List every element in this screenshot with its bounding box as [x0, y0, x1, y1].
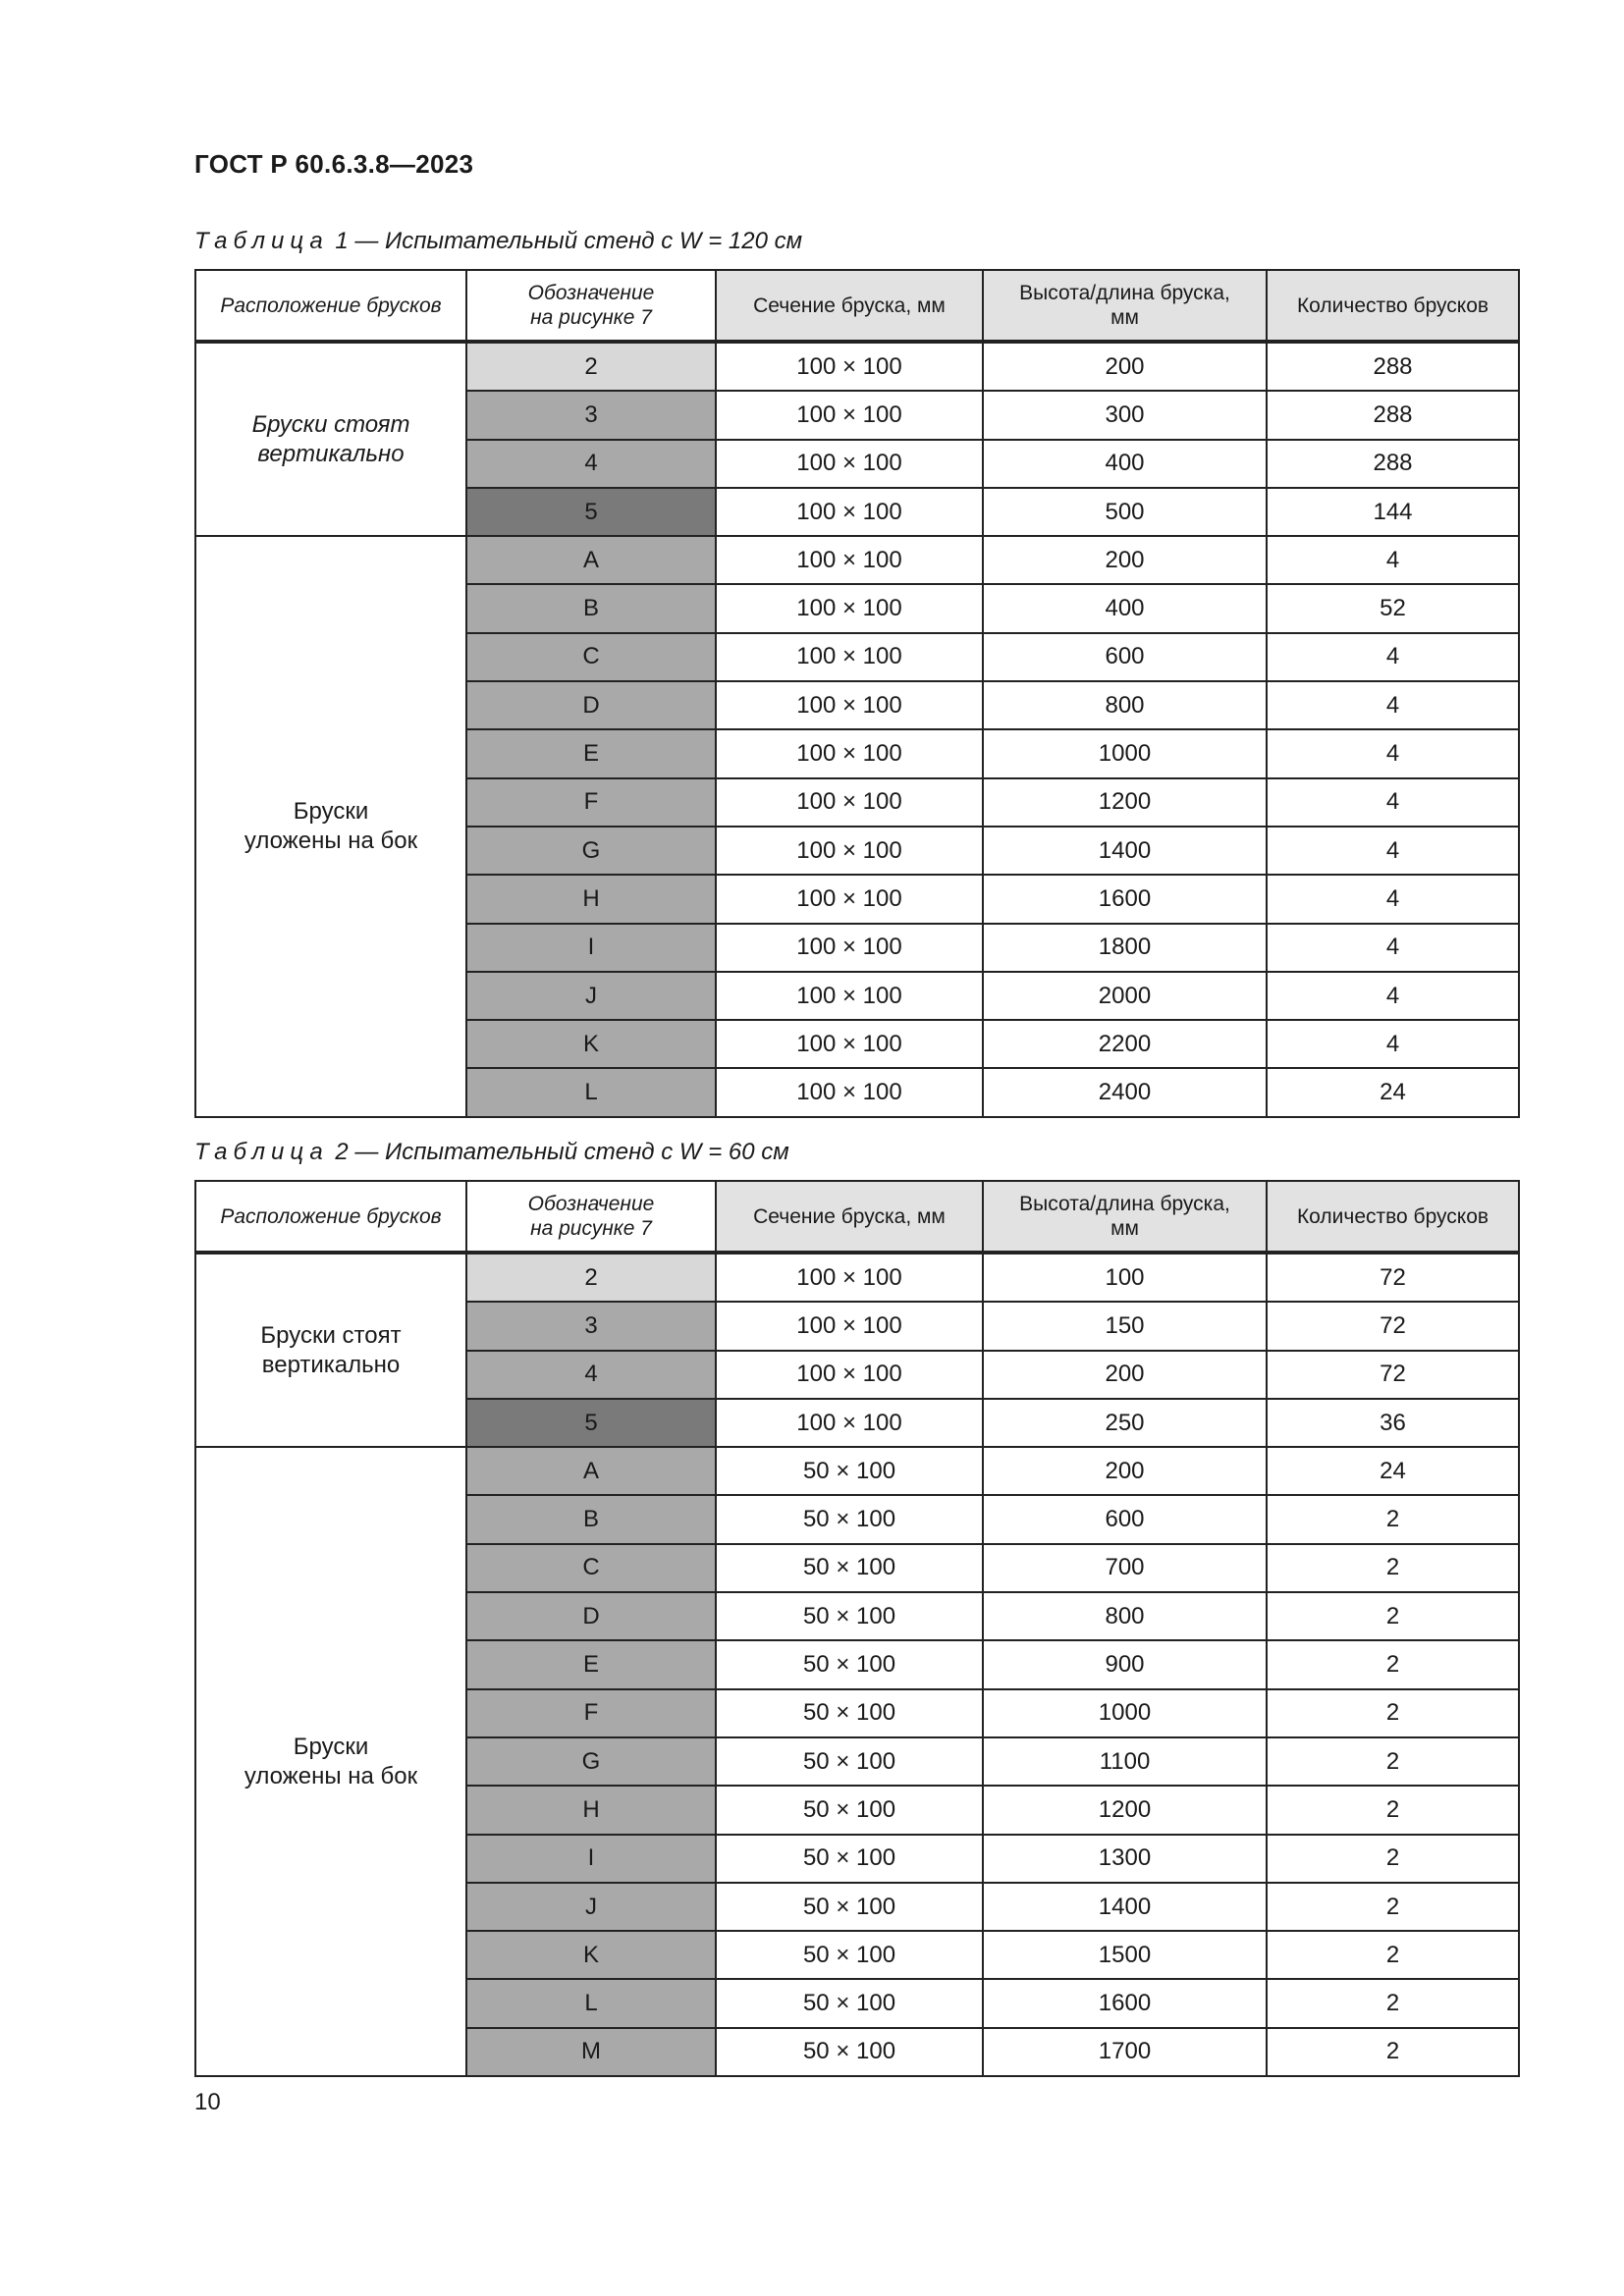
section-cell: 100 × 100 [716, 1399, 983, 1447]
count-cell: 4 [1267, 875, 1519, 923]
mark-cell: J [466, 1883, 716, 1931]
length-cell: 900 [983, 1640, 1267, 1688]
mark-cell: D [466, 681, 716, 729]
count-cell: 4 [1267, 536, 1519, 584]
section-cell: 50 × 100 [716, 1979, 983, 2027]
position-cell: Бруски уложены на бок [195, 1447, 466, 2076]
length-cell: 1200 [983, 778, 1267, 827]
mark-cell: C [466, 1544, 716, 1592]
length-cell: 1600 [983, 875, 1267, 923]
count-cell: 2 [1267, 1544, 1519, 1592]
mark-cell: A [466, 536, 716, 584]
table-1-caption-word: Таблица [194, 228, 329, 254]
count-cell: 2 [1267, 1786, 1519, 1834]
section-cell: 100 × 100 [716, 536, 983, 584]
length-cell: 300 [983, 391, 1267, 439]
col-header-count: Количество брусков [1267, 270, 1519, 342]
mark-cell: I [466, 924, 716, 972]
length-cell: 150 [983, 1302, 1267, 1350]
mark-cell: 5 [466, 1399, 716, 1447]
length-cell: 1000 [983, 1689, 1267, 1737]
section-cell: 100 × 100 [716, 778, 983, 827]
table-2-caption-text: 2 — Испытательный стенд с W = 60 см [335, 1139, 789, 1165]
mark-cell: M [466, 2028, 716, 2076]
length-cell: 1300 [983, 1835, 1267, 1883]
document-id: ГОСТ Р 60.6.3.8—2023 [194, 149, 474, 179]
section-cell: 50 × 100 [716, 1592, 983, 1640]
col-header-mark: Обозначение на рисунке 7 [466, 1181, 716, 1253]
count-cell: 4 [1267, 972, 1519, 1020]
mark-cell: J [466, 972, 716, 1020]
mark-cell: G [466, 827, 716, 875]
count-cell: 52 [1267, 584, 1519, 632]
count-cell: 24 [1267, 1068, 1519, 1116]
section-cell: 50 × 100 [716, 1786, 983, 1834]
position-cell: Бруски стоят вертикально [195, 342, 466, 536]
section-cell: 50 × 100 [716, 1447, 983, 1495]
section-cell: 100 × 100 [716, 924, 983, 972]
mark-cell: H [466, 1786, 716, 1834]
length-cell: 1200 [983, 1786, 1267, 1834]
length-cell: 2000 [983, 972, 1267, 1020]
header-row [195, 1181, 1519, 1253]
count-cell: 72 [1267, 1302, 1519, 1350]
mark-cell: E [466, 1640, 716, 1688]
mark-cell: L [466, 1979, 716, 2027]
section-cell: 50 × 100 [716, 2028, 983, 2076]
length-cell: 700 [983, 1544, 1267, 1592]
section-cell: 100 × 100 [716, 827, 983, 875]
col-header-position: Расположение брусков [195, 1181, 466, 1253]
section-cell: 100 × 100 [716, 1351, 983, 1399]
mark-cell: E [466, 729, 716, 777]
length-cell: 800 [983, 1592, 1267, 1640]
count-cell: 2 [1267, 1883, 1519, 1931]
length-cell: 200 [983, 1351, 1267, 1399]
mark-cell: I [466, 1835, 716, 1883]
section-cell: 100 × 100 [716, 1302, 983, 1350]
table-1 [194, 269, 1520, 1118]
mark-cell: B [466, 584, 716, 632]
section-cell: 100 × 100 [716, 1253, 983, 1302]
length-cell: 200 [983, 1447, 1267, 1495]
col-header-section: Сечение бруска, мм [716, 270, 983, 342]
mark-cell: 4 [466, 440, 716, 488]
mark-cell: B [466, 1495, 716, 1543]
section-cell: 100 × 100 [716, 875, 983, 923]
page-number: 10 [194, 2089, 221, 2115]
col-header-mark: Обозначение на рисунке 7 [466, 270, 716, 342]
section-cell: 100 × 100 [716, 1068, 983, 1116]
col-header-length: Высота/длина бруска, мм [983, 270, 1267, 342]
count-cell: 4 [1267, 924, 1519, 972]
header-row [195, 270, 1519, 342]
length-cell: 400 [983, 440, 1267, 488]
length-cell: 500 [983, 488, 1267, 536]
count-cell: 288 [1267, 440, 1519, 488]
count-cell: 2 [1267, 1689, 1519, 1737]
count-cell: 2 [1267, 1835, 1519, 1883]
mark-cell: 2 [466, 1253, 716, 1302]
count-cell: 4 [1267, 633, 1519, 681]
mark-cell: A [466, 1447, 716, 1495]
table-1-caption-text: 1 — Испытательный стенд с W = 120 см [335, 228, 803, 254]
length-cell: 200 [983, 536, 1267, 584]
count-cell: 36 [1267, 1399, 1519, 1447]
table-1-caption [194, 228, 802, 255]
section-cell: 50 × 100 [716, 1931, 983, 1979]
mark-cell: 5 [466, 488, 716, 536]
count-cell: 2 [1267, 2028, 1519, 2076]
table-row [195, 1253, 1519, 1302]
count-cell: 288 [1267, 342, 1519, 391]
length-cell: 1800 [983, 924, 1267, 972]
section-cell: 100 × 100 [716, 342, 983, 391]
section-cell: 50 × 100 [716, 1737, 983, 1786]
mark-cell: F [466, 778, 716, 827]
table-row [195, 536, 1519, 584]
count-cell: 2 [1267, 1495, 1519, 1543]
length-cell: 2400 [983, 1068, 1267, 1116]
count-cell: 4 [1267, 681, 1519, 729]
section-cell: 50 × 100 [716, 1495, 983, 1543]
mark-cell: G [466, 1737, 716, 1786]
section-cell: 100 × 100 [716, 440, 983, 488]
section-cell: 100 × 100 [716, 681, 983, 729]
length-cell: 250 [983, 1399, 1267, 1447]
length-cell: 1500 [983, 1931, 1267, 1979]
length-cell: 600 [983, 1495, 1267, 1543]
section-cell: 50 × 100 [716, 1883, 983, 1931]
mark-cell: 3 [466, 1302, 716, 1350]
length-cell: 800 [983, 681, 1267, 729]
col-header-count: Количество брусков [1267, 1181, 1519, 1253]
section-cell: 100 × 100 [716, 391, 983, 439]
mark-cell: 3 [466, 391, 716, 439]
length-cell: 1100 [983, 1737, 1267, 1786]
section-cell: 100 × 100 [716, 972, 983, 1020]
count-cell: 4 [1267, 729, 1519, 777]
count-cell: 2 [1267, 1979, 1519, 2027]
count-cell: 72 [1267, 1351, 1519, 1399]
mark-cell: L [466, 1068, 716, 1116]
length-cell: 1600 [983, 1979, 1267, 2027]
length-cell: 2200 [983, 1020, 1267, 1068]
length-cell: 1000 [983, 729, 1267, 777]
col-header-position: Расположение брусков [195, 270, 466, 342]
count-cell: 4 [1267, 827, 1519, 875]
count-cell: 24 [1267, 1447, 1519, 1495]
count-cell: 4 [1267, 1020, 1519, 1068]
table-2-caption-word: Таблица [194, 1139, 329, 1165]
section-cell: 50 × 100 [716, 1544, 983, 1592]
length-cell: 600 [983, 633, 1267, 681]
section-cell: 100 × 100 [716, 584, 983, 632]
length-cell: 1700 [983, 2028, 1267, 2076]
mark-cell: 2 [466, 342, 716, 391]
position-cell: Бруски стоят вертикально [195, 1253, 466, 1447]
count-cell: 2 [1267, 1592, 1519, 1640]
mark-cell: F [466, 1689, 716, 1737]
col-header-section: Сечение бруска, мм [716, 1181, 983, 1253]
section-cell: 50 × 100 [716, 1640, 983, 1688]
mark-cell: H [466, 875, 716, 923]
count-cell: 144 [1267, 488, 1519, 536]
mark-cell: K [466, 1020, 716, 1068]
col-header-length: Высота/длина бруска, мм [983, 1181, 1267, 1253]
length-cell: 100 [983, 1253, 1267, 1302]
count-cell: 2 [1267, 1737, 1519, 1786]
mark-cell: D [466, 1592, 716, 1640]
section-cell: 100 × 100 [716, 729, 983, 777]
table-row [195, 342, 1519, 391]
count-cell: 2 [1267, 1931, 1519, 1979]
count-cell: 288 [1267, 391, 1519, 439]
length-cell: 1400 [983, 827, 1267, 875]
table-2-caption [194, 1139, 789, 1166]
section-cell: 100 × 100 [716, 1020, 983, 1068]
table-row [195, 1447, 1519, 1495]
count-cell: 4 [1267, 778, 1519, 827]
length-cell: 400 [983, 584, 1267, 632]
section-cell: 50 × 100 [716, 1689, 983, 1737]
table-2 [194, 1180, 1520, 2077]
mark-cell: K [466, 1931, 716, 1979]
mark-cell: 4 [466, 1351, 716, 1399]
mark-cell: C [466, 633, 716, 681]
length-cell: 200 [983, 342, 1267, 391]
length-cell: 1400 [983, 1883, 1267, 1931]
section-cell: 50 × 100 [716, 1835, 983, 1883]
section-cell: 100 × 100 [716, 633, 983, 681]
count-cell: 72 [1267, 1253, 1519, 1302]
section-cell: 100 × 100 [716, 488, 983, 536]
position-cell: Бруски уложены на бок [195, 536, 466, 1117]
count-cell: 2 [1267, 1640, 1519, 1688]
